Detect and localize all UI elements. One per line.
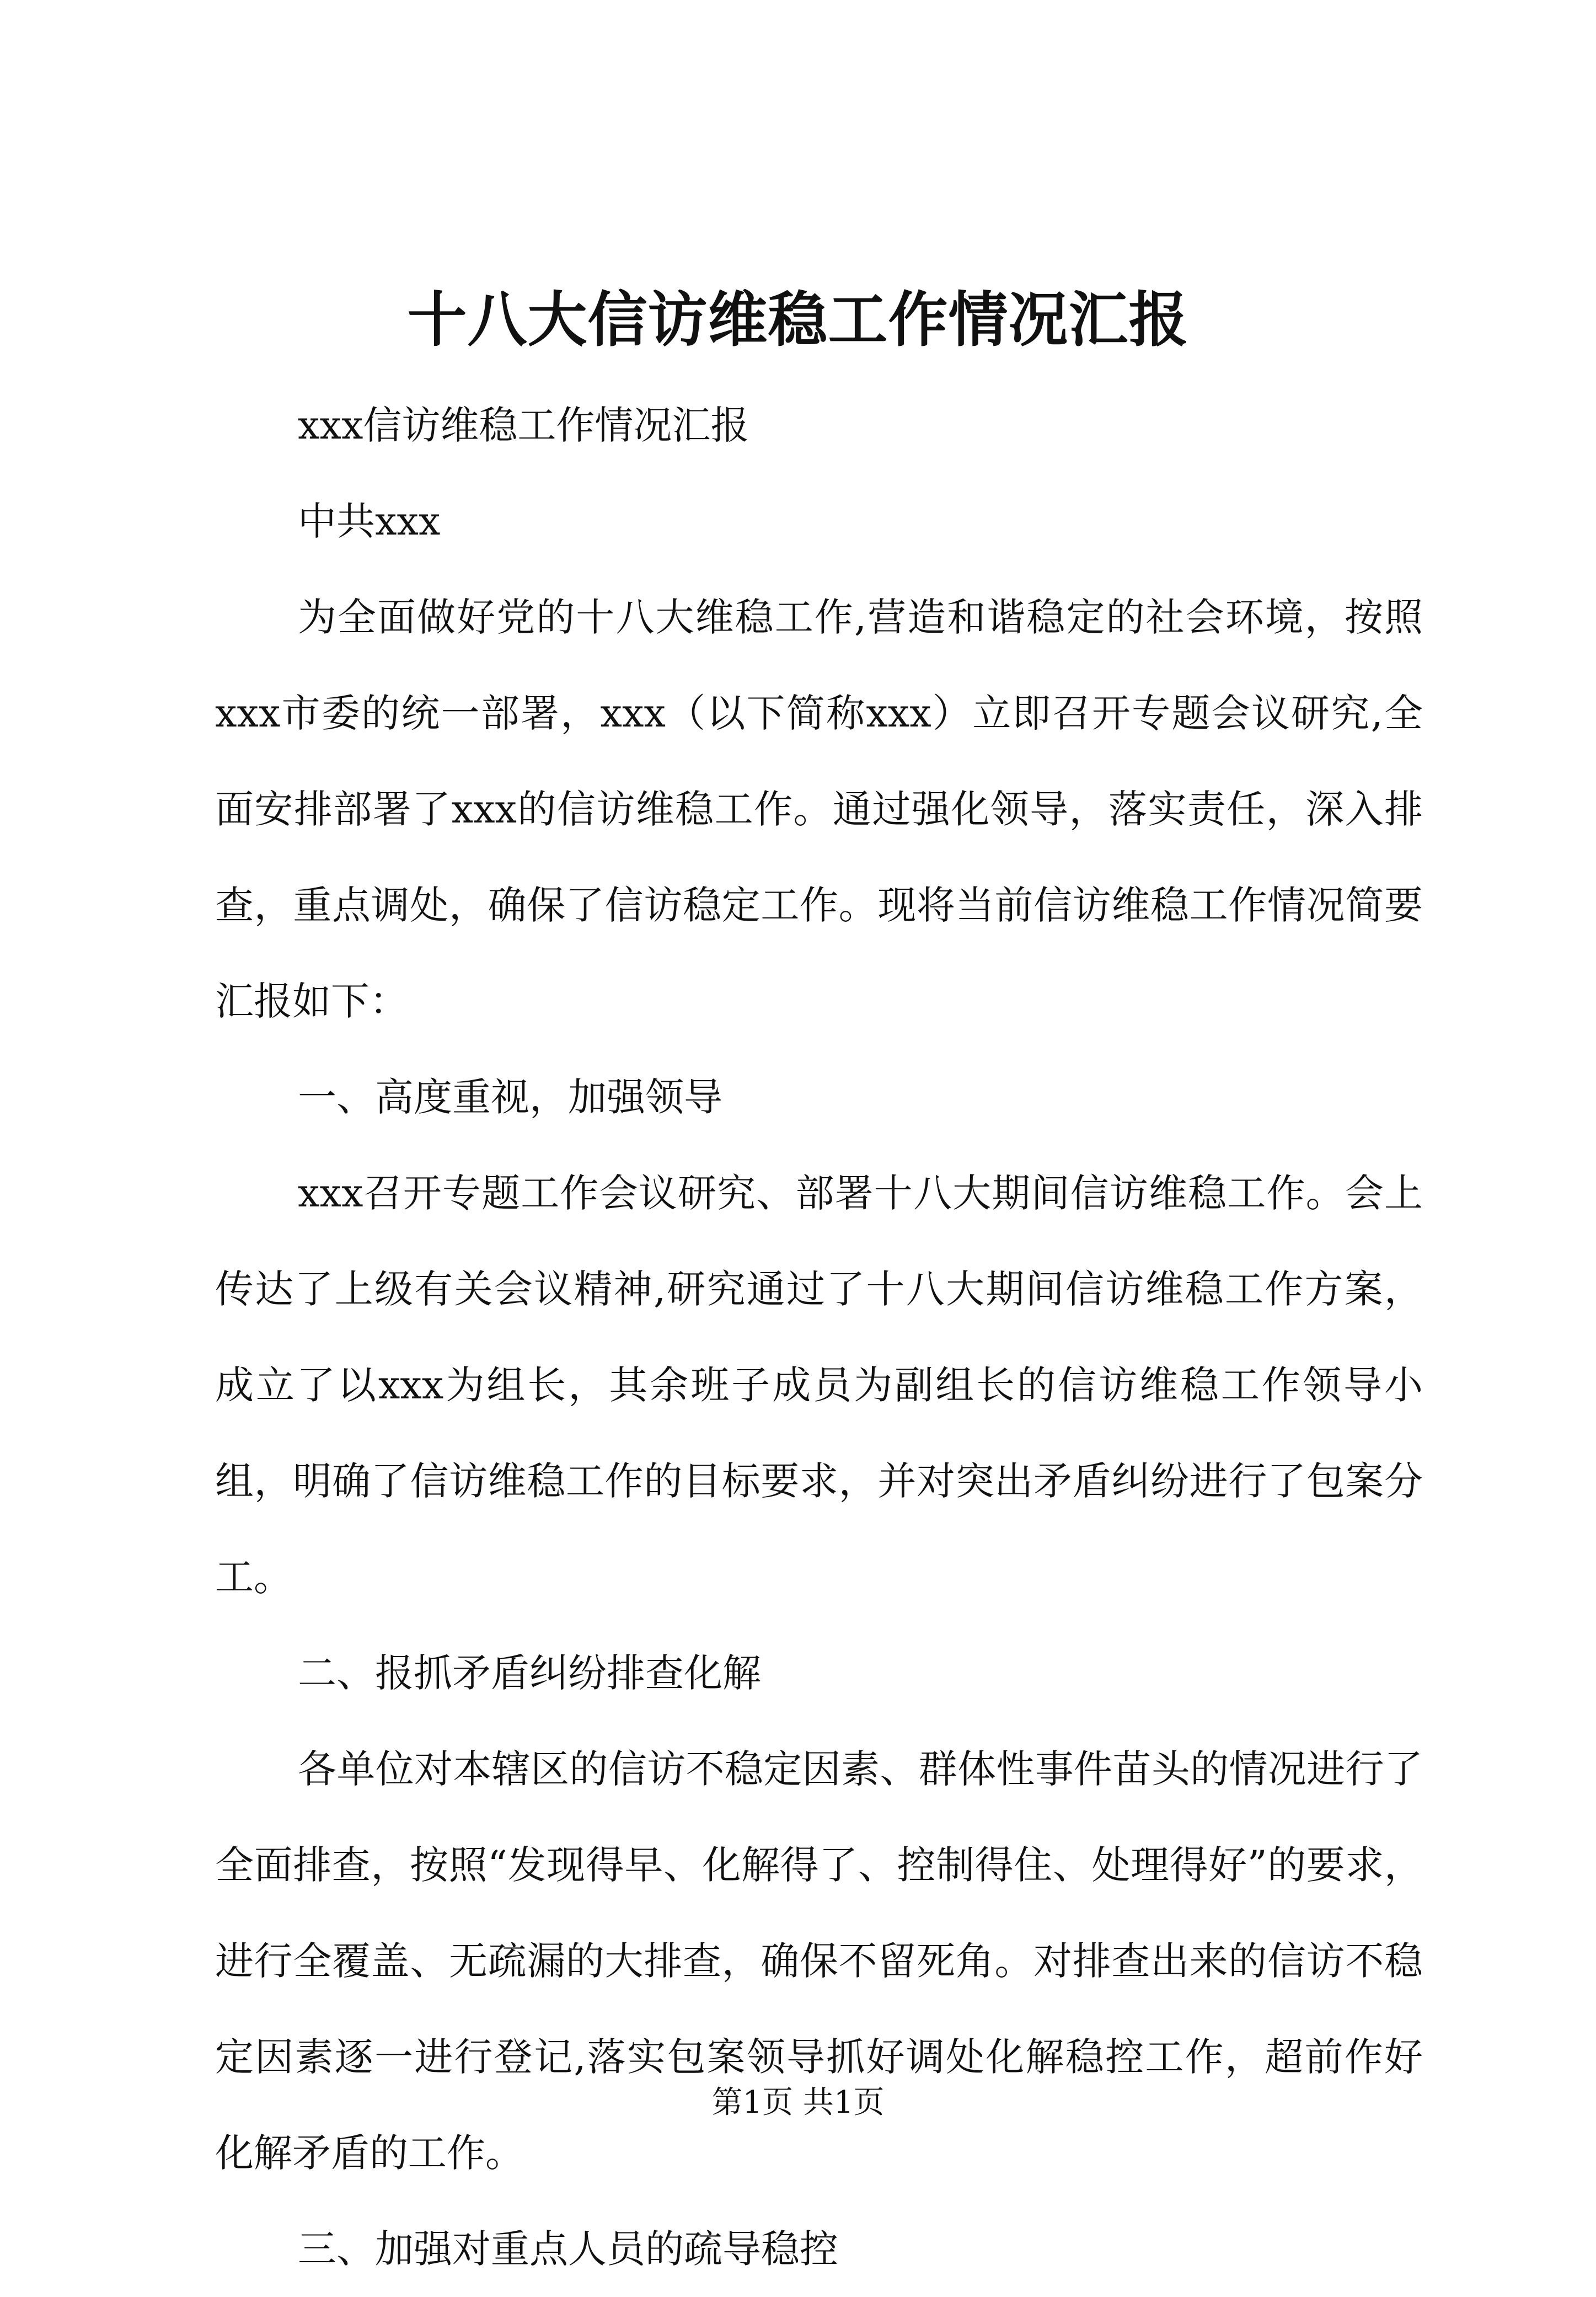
paragraph-issuer: 中共xxx bbox=[298, 499, 441, 544]
paragraph-subtitle: xxx信访维稳工作情况汇报 bbox=[298, 403, 749, 448]
page-footer: 第1页 共1页 bbox=[711, 2085, 885, 2120]
section-heading-3: 三、加强对重点人员的疏导稳控 bbox=[298, 2226, 838, 2272]
section-heading-2: 二、报抓矛盾纠纷排查化解 bbox=[298, 1650, 761, 1696]
paragraph-intro: 为全面做好党的十八大维稳工作,营造和谐稳定的社会环境，按照xxx市委的统一部署，xxx（以下简称xxx）立即召开专题会议研究,全面安排部署了xxx的信访维稳工作。通过强化领导，落实责任，深入排查，重点调处，确保了信访稳定工作。现将当前信访维稳工作情况简要汇报如下： bbox=[215, 595, 1423, 1024]
paragraph-section-1: xxx召开专题工作会议研究、部署十八大期间信访维稳工作。会上传达了上级有关会议精神,研究通过了十八大期间信访维稳工作方案，成立了以xxx为组长，其余班子成员为副组长的信访维稳工作领导小组，明确了信访维稳工作的目标要求，并对突出矛盾纠纷进行了包案分工。 bbox=[215, 1171, 1423, 1600]
paragraph-section-2: 各单位对本辖区的信访不稳定因素、群体性事件苗头的情况进行了全面排查，按照“发现得早、化解得了、控制得住、处理得好”的要求，进行全覆盖、无疏漏的大排查，确保不留死角。对排查出来的信访不稳定因素逐一进行登记,落实包案领导抓好调处化解稳控工作，超前作好化解矛盾的工作。 bbox=[215, 1746, 1423, 2176]
document-title: 十八大信访维稳工作情况汇报 bbox=[407, 285, 1189, 355]
document-body bbox=[215, 377, 1423, 2297]
section-heading-1: 一、高度重视，加强领导 bbox=[298, 1075, 722, 1120]
